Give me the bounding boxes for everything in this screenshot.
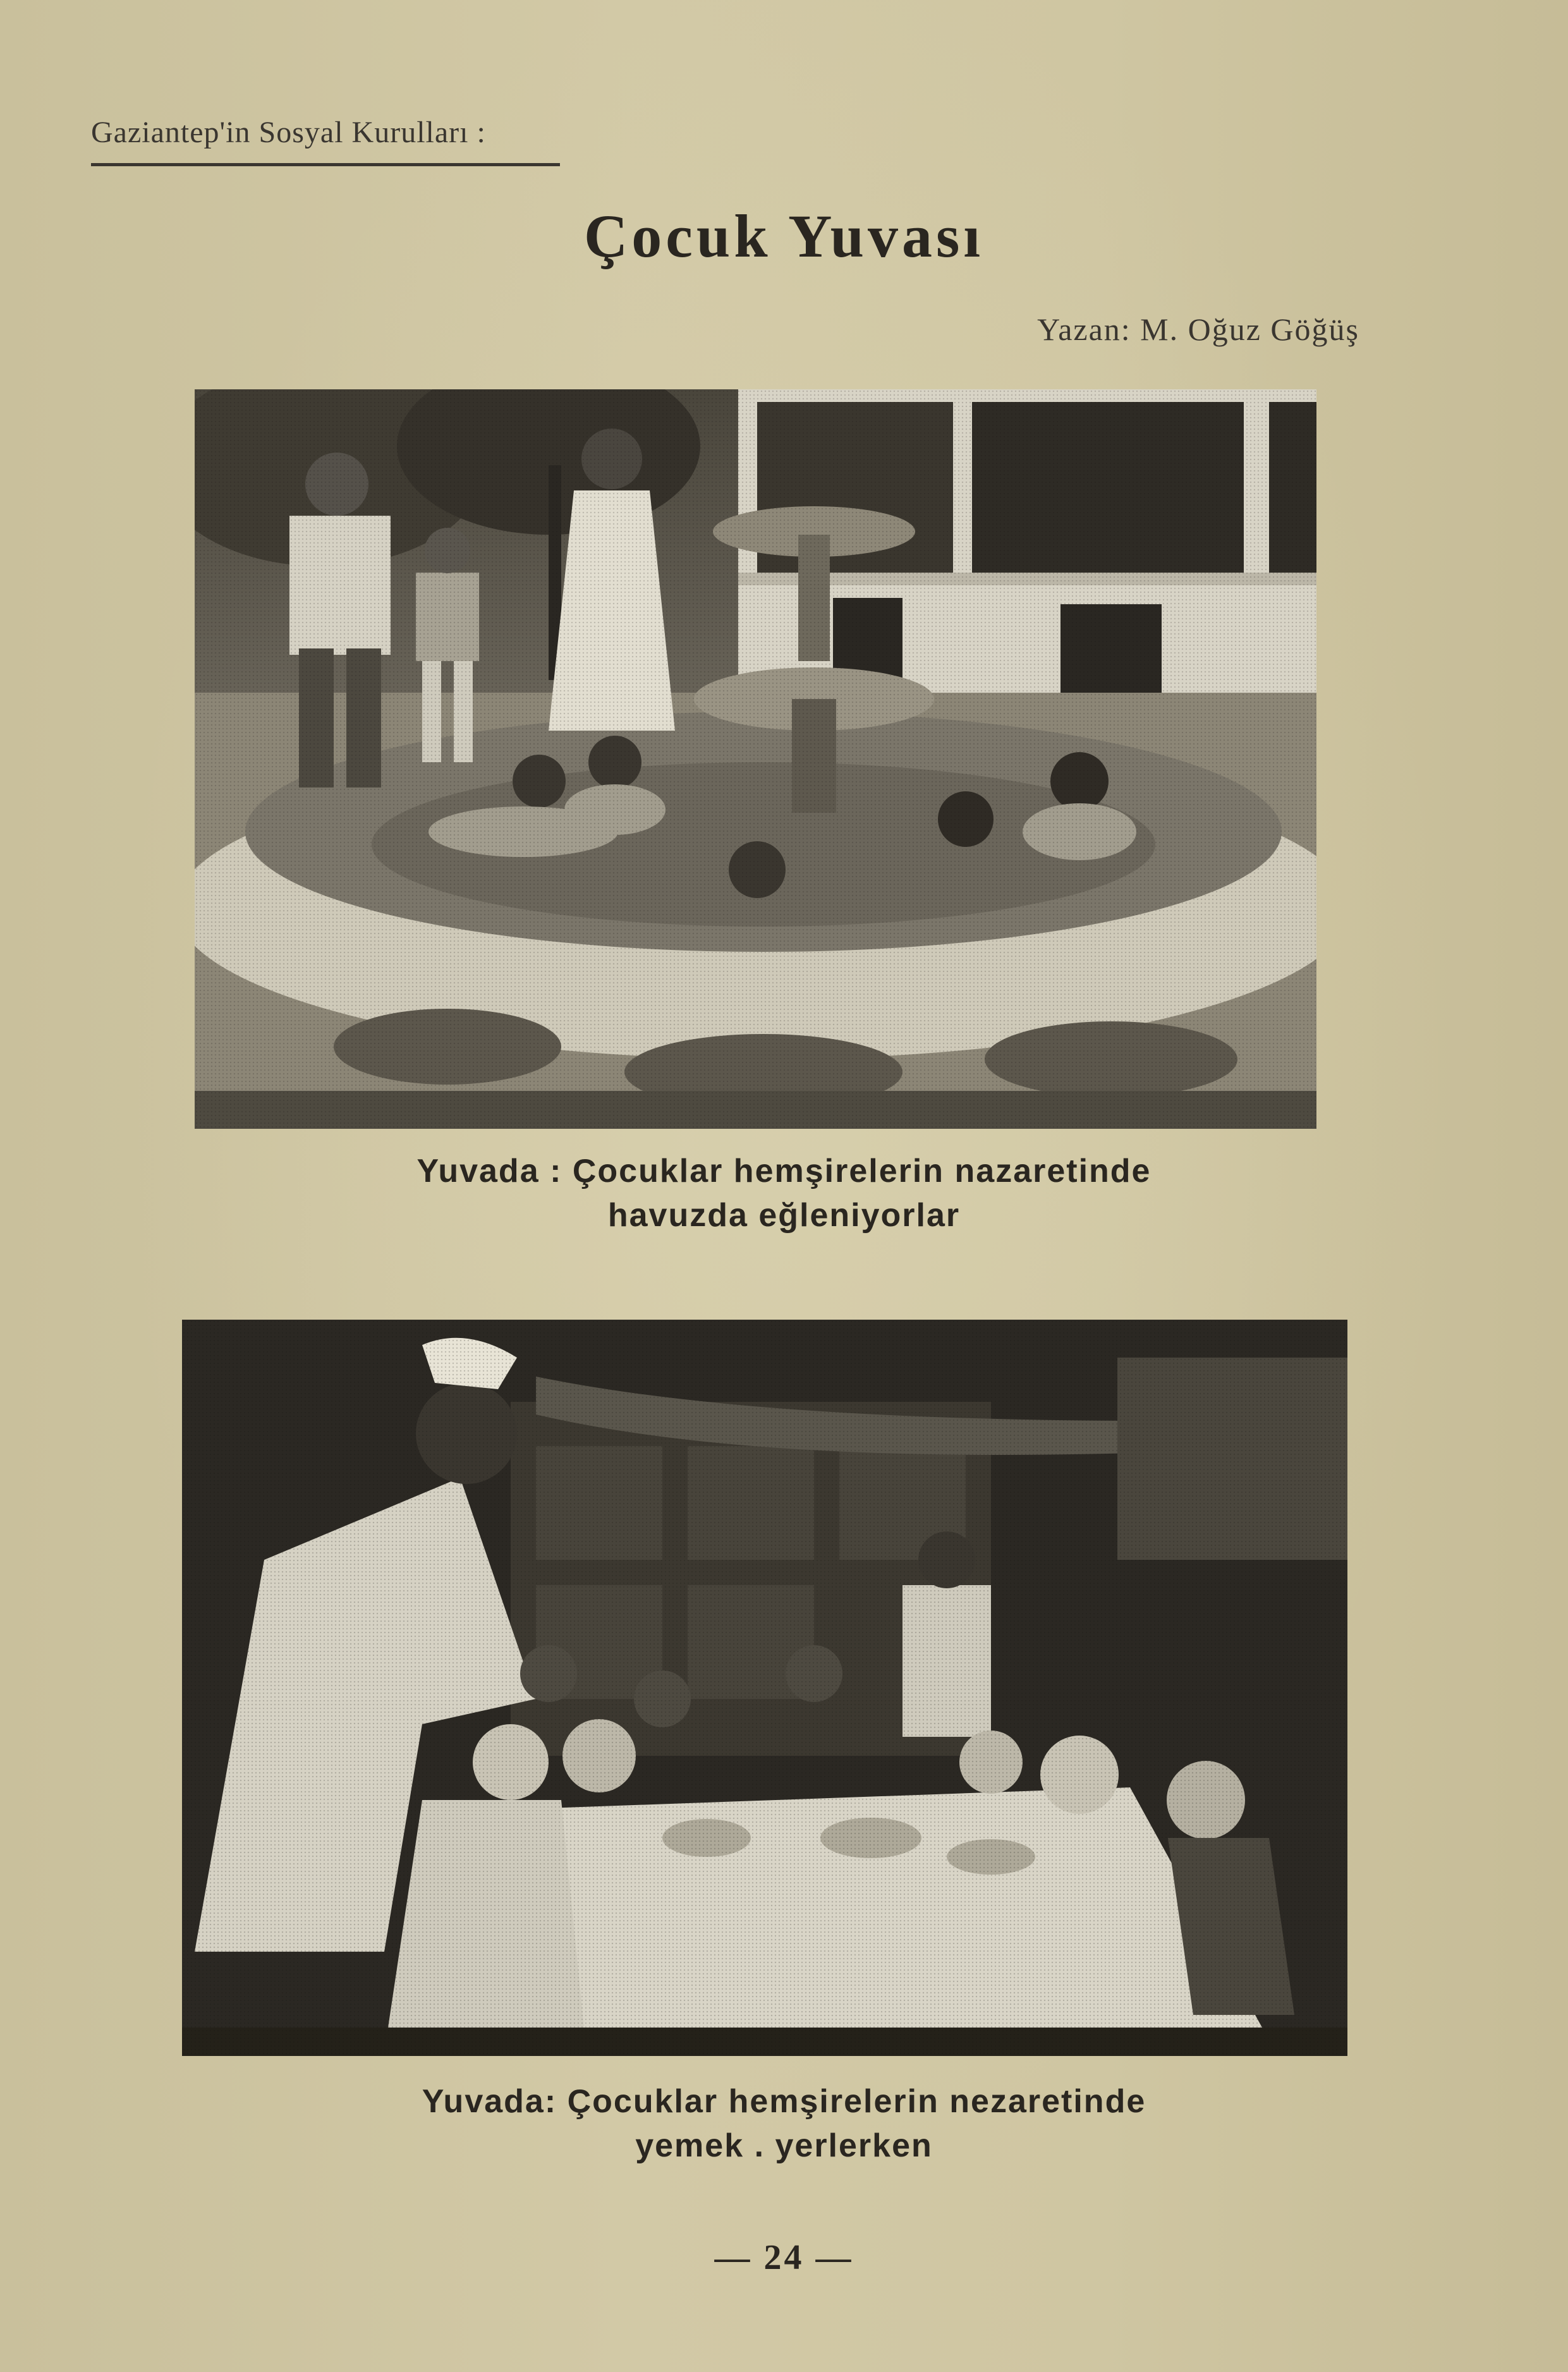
photo-pool-caption-line1: Yuvada : Çocuklar hemşirelerin nazaretinde [416, 1153, 1152, 1189]
running-head: Gaziantep'in Sosyal Kurulları : [91, 116, 486, 149]
page-number: — 24 — [714, 2238, 854, 2277]
article-author: Yazan: M. Oğuz Göğüş [1037, 312, 1359, 347]
photo-pool-caption [0, 1149, 1568, 1238]
photo-dining-caption-line1: Yuvada: Çocuklar hemşirelerin nezaretinde [422, 2083, 1146, 2120]
photo-dining-caption-line2: yemek . yerlerken [635, 2127, 933, 2164]
photo-pool-caption-line2: havuzda eğleniyorlar [607, 1197, 961, 1234]
header-rule [91, 163, 560, 166]
photo-dining [182, 1320, 1347, 2056]
photo-pool [195, 389, 1316, 1129]
photo-dining-caption [0, 2079, 1568, 2168]
photo-dining-image [182, 1320, 1347, 2056]
photo-pool-image [195, 389, 1316, 1129]
article-title: Çocuk Yuvası [583, 202, 985, 270]
